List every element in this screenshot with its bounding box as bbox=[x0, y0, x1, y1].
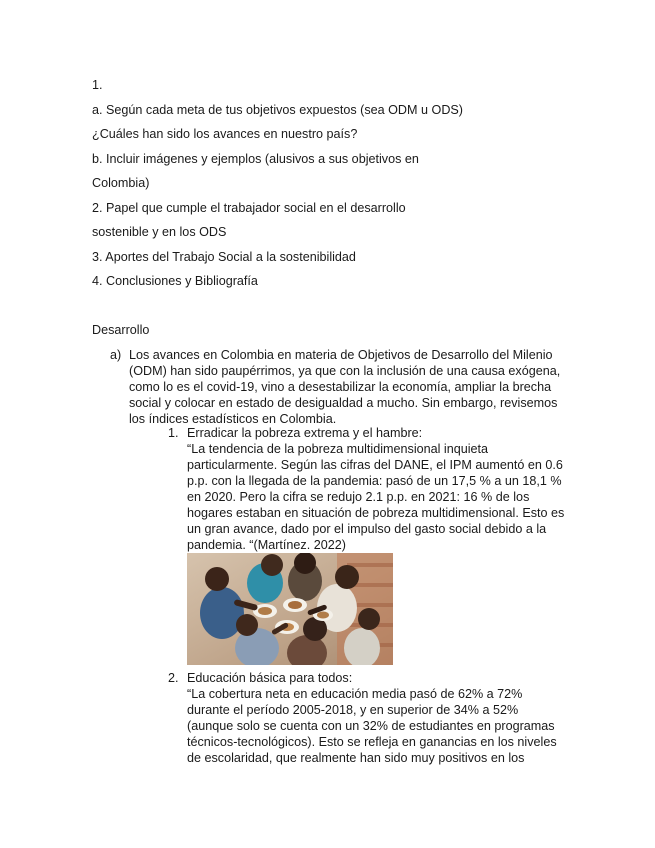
children-eating-photo bbox=[187, 553, 393, 665]
outline-item-3: 3. Aportes del Trabajo Social a la sostenibilidad bbox=[92, 250, 356, 264]
outline-item-b-line2: Colombia) bbox=[92, 176, 150, 190]
sub1-quote: “La tendencia de la pobreza multidimensional inquieta particularmente. Según las cifras del DANE, el IPM aumentó en 0.6 p.p. con la llegada de la pandemia: pasó de un 17,5 % a un 18,1 % en 2020. Pero la cifra se redujo 2.1 p.p. en 2021: 16 % de los hogares estaban en situación de pobreza multidimensional. Esto es un gran avance, dado por el impulso del gasto social debido a la pandemia. “(Martínez. 2022) bbox=[187, 442, 565, 552]
section-heading-desarrollo: Desarrollo bbox=[92, 323, 150, 337]
outline-item-4: 4. Conclusiones y Bibliografía bbox=[92, 274, 258, 288]
outline-number-1: 1. bbox=[92, 78, 103, 92]
sub2-quote: “La cobertura neta en educación media pasó de 62% a 72% durante el período 2005-2018, y en superior de 34% a 52% (aunque solo se cuenta con un 32% de estudiantes en programas técnicos-tecnológicos). Esto se refleja en ganancias en los niveles de escolaridad, que realmente han sido muy positivos en los bbox=[187, 687, 557, 765]
outline-item-2-line1: 2. Papel que cumple el trabajador social en el desarrollo bbox=[92, 201, 406, 215]
sublist-marker-2: 2. bbox=[168, 671, 179, 685]
outline-item-a-line1: a. Según cada meta de tus objetivos expuestos (sea ODM u ODS) bbox=[92, 103, 464, 117]
outline-item-2-line2: sostenible y en los ODS bbox=[92, 225, 227, 239]
outline-item-a-line2: ¿Cuáles han sido los avances en nuestro país? bbox=[92, 127, 358, 141]
sub1-title: Erradicar la pobreza extrema y el hambre: bbox=[187, 426, 423, 440]
item-a-paragraph: Los avances en Colombia en materia de Objetivos de Desarrollo del Milenio (ODM) han sido paupérrimos, ya que con la inclusión de una causa exógena, como lo es el covid-19, vino a desestabilizar la economía, ampliar la brecha social y colocar en estado de desigualdad a mucho. Sin embargo, revisemos los índices estadísticos en Colombia. bbox=[129, 348, 561, 426]
sub2-title: Educación básica para todos: bbox=[187, 671, 353, 685]
outline-item-b-line1: b. Incluir imágenes y ejemplos (alusivos a sus objetivos en bbox=[92, 152, 419, 166]
sublist-marker-1: 1. bbox=[168, 426, 179, 440]
list-marker-a: a) bbox=[110, 348, 122, 362]
